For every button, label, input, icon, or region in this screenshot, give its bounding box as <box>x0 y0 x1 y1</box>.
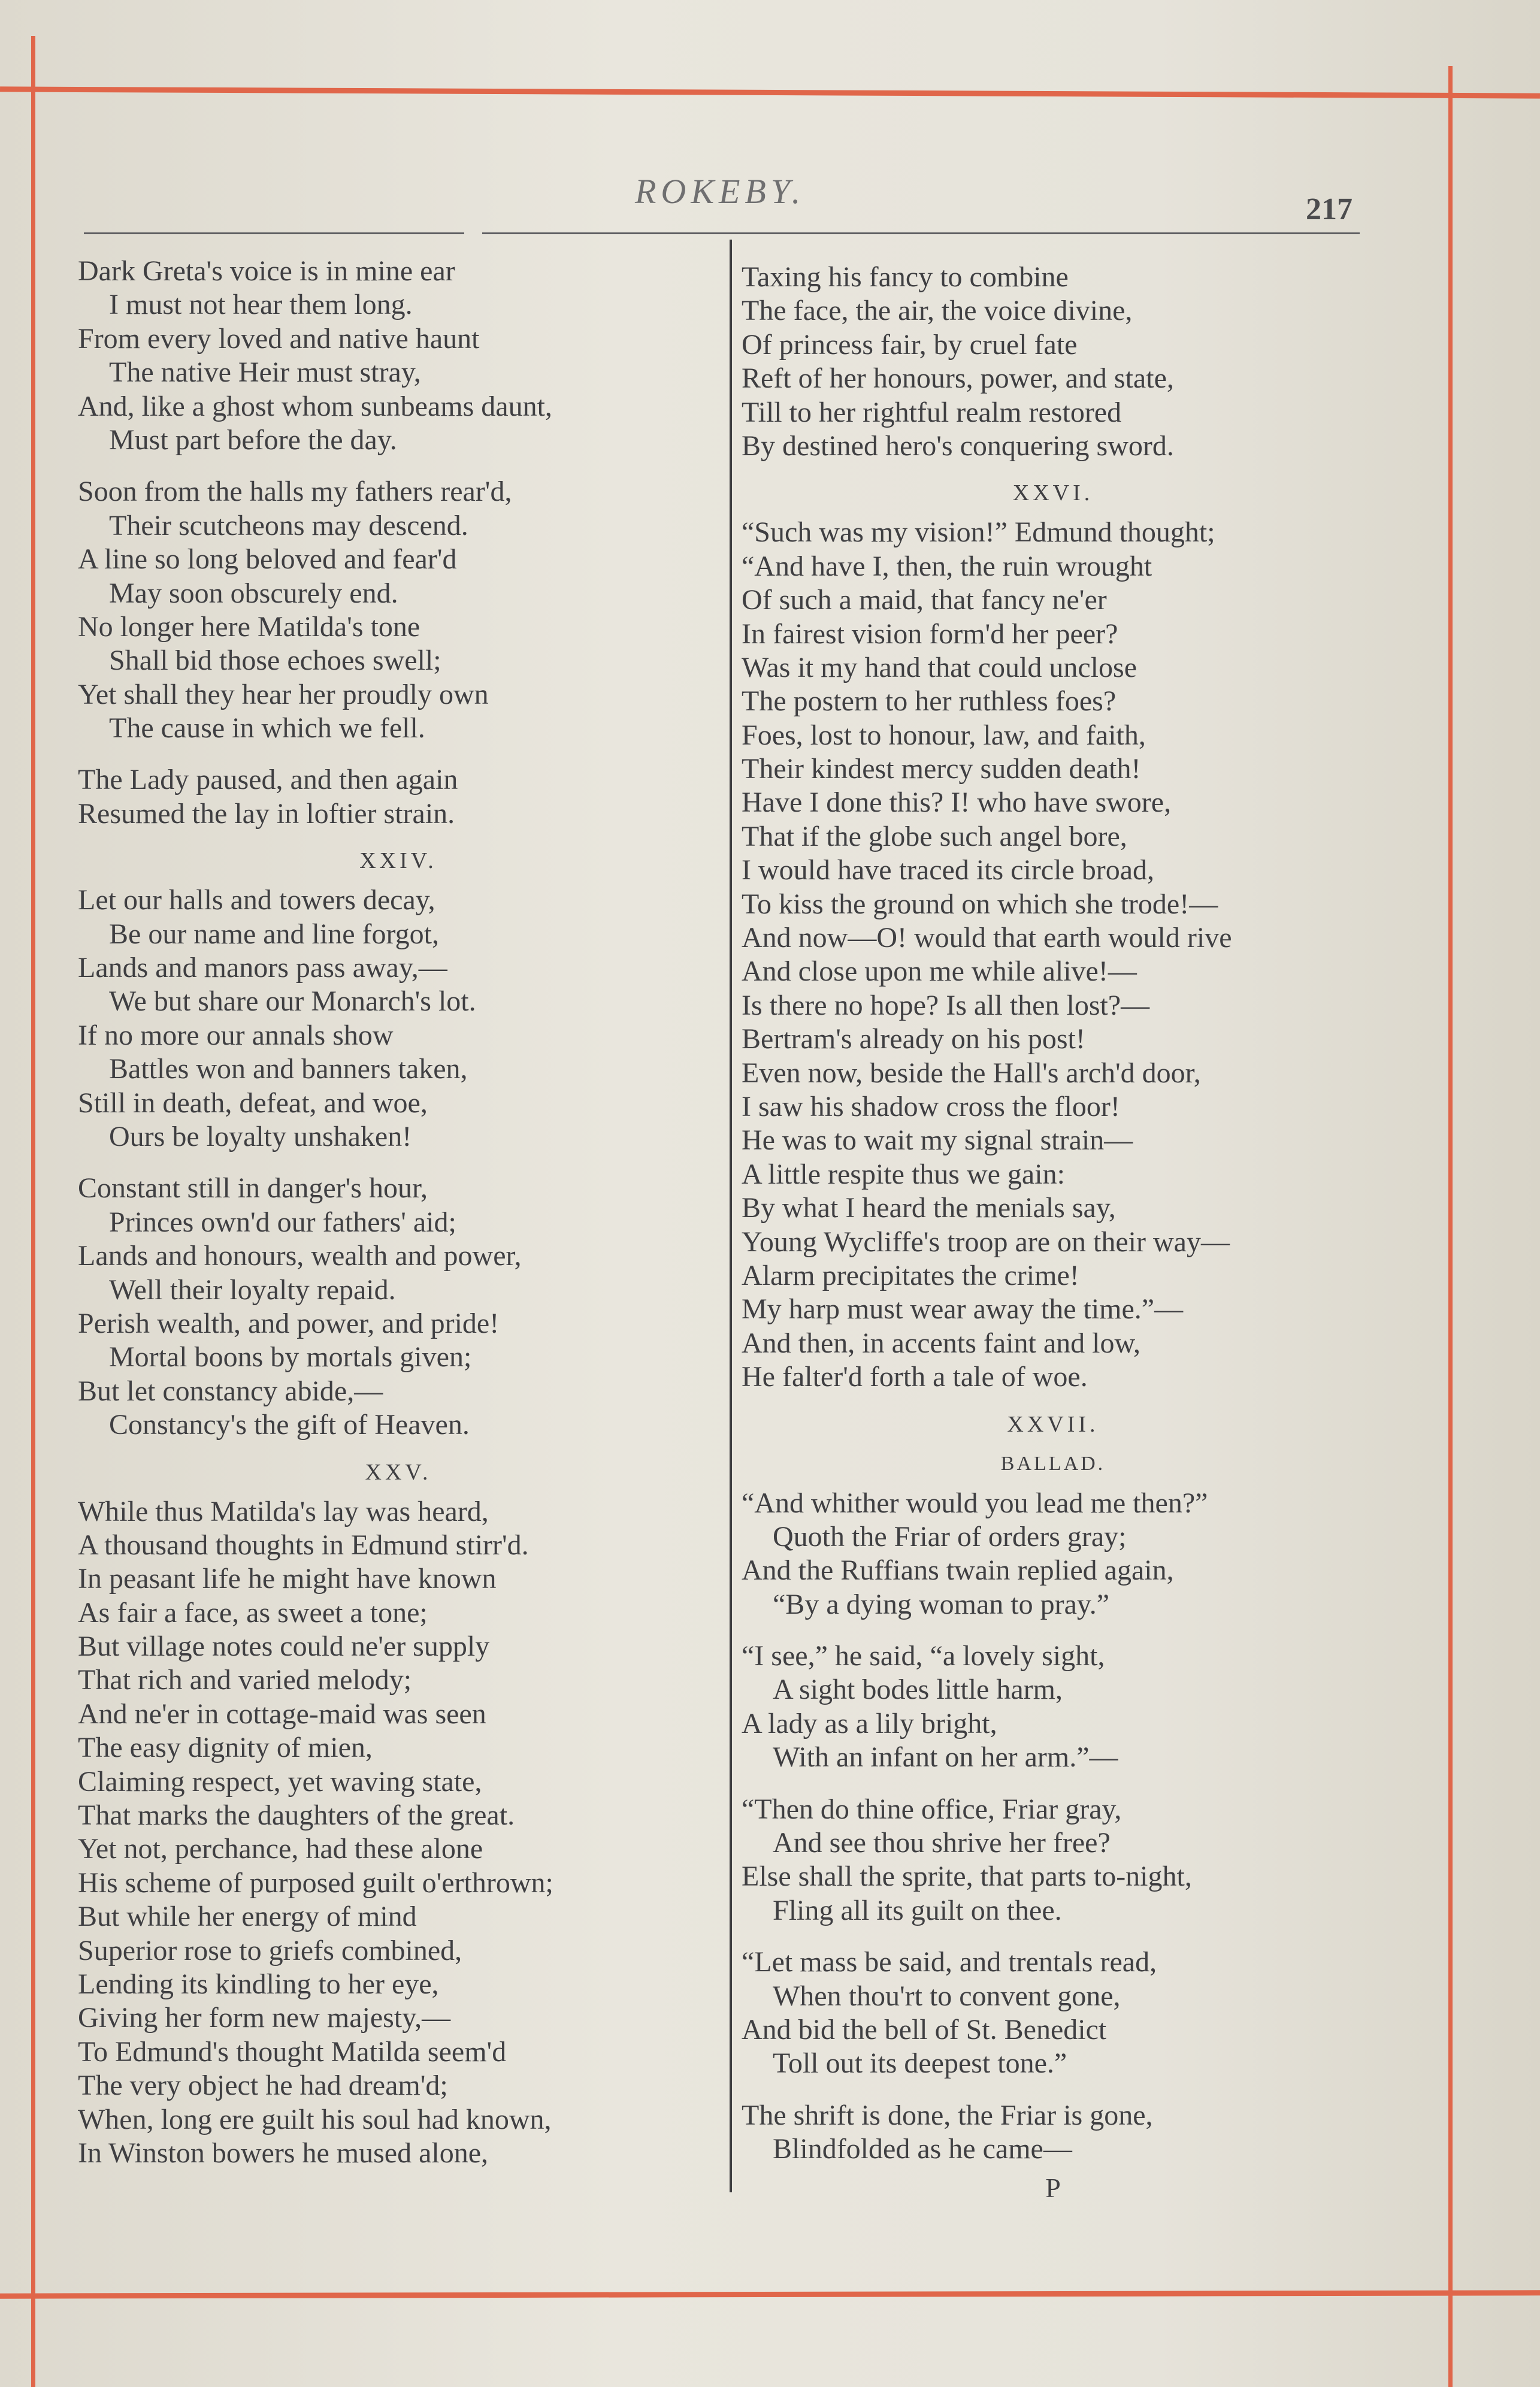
verse-line: Reft of her honours, power, and state, <box>742 362 1174 395</box>
stanza <box>742 261 1364 463</box>
verse-line: His scheme of purposed guilt o'erthrown; <box>78 1866 553 1899</box>
verse-line: “Then do thine office, Friar gray, <box>742 1793 1122 1825</box>
verse-line: I must not hear them long. <box>109 289 413 321</box>
verse-line: And then, in accents faint and low, <box>742 1327 1141 1359</box>
verse-line: A thousand thoughts in Edmund stirr'd. <box>78 1529 529 1561</box>
verse-line: In fairest vision form'd her peer? <box>742 618 1118 650</box>
verse-line: “I see,” he said, “a lovely sight, <box>742 1640 1105 1672</box>
verse-line: Foes, lost to honour, law, and faith, <box>742 719 1146 751</box>
verse-line: And bid the bell of St. Benedict <box>742 2013 1107 2046</box>
verse-line: In peasant life he might have known <box>78 1563 497 1595</box>
page-number: 217 <box>1306 192 1353 226</box>
left-column <box>78 255 719 2170</box>
stanza-gap <box>742 2081 1364 2099</box>
verse-line: That if the globe such angel bore, <box>742 820 1127 852</box>
verse-line: To kiss the ground on which she trode!— <box>742 888 1218 920</box>
section-numeral: XXVII. <box>1007 1411 1099 1437</box>
verse-line: Have I done this? I! who have swore, <box>742 786 1172 819</box>
verse-line: Is there no hope? Is all then lost?— <box>742 989 1150 1021</box>
verse-line: Constancy's the gift of Heaven. <box>109 1409 470 1441</box>
verse-line: “Such was my vision!” Edmund thought; <box>742 516 1215 549</box>
verse-line: Fling all its guilt on thee. <box>773 1894 1062 1926</box>
border-bottom-rule <box>0 2290 1540 2298</box>
verse-line: Giving her form new majesty,— <box>78 2002 451 2034</box>
stanza <box>742 1793 1364 1928</box>
verse-line: Even now, beside the Hall's arch'd door, <box>742 1057 1201 1089</box>
stanza <box>78 475 719 745</box>
verse-line: We but share our Monarch's lot. <box>109 985 476 1018</box>
right-column <box>742 261 1364 2205</box>
verse-line: And now—O! would that earth would rive <box>742 922 1232 954</box>
verse-line: But while her energy of mind <box>78 1901 417 1933</box>
stanza-gap <box>742 1775 1364 1793</box>
verse-line: Ours be loyalty unshaken! <box>109 1120 412 1152</box>
verse-line: With an infant on her arm.”— <box>773 1741 1118 1774</box>
verse-line: Princes own'd our fathers' aid; <box>109 1206 456 1238</box>
verse-line: Battles won and banners taken, <box>109 1053 468 1085</box>
verse-line: Claiming respect, yet waving state, <box>78 1765 482 1798</box>
ballad-subheading: BALLAD. <box>1000 1452 1106 1475</box>
stanza <box>742 1639 1364 1775</box>
verse-line: Lands and manors pass away,— <box>78 952 447 984</box>
verse-line: To Edmund's thought Matilda seem'd <box>78 2035 507 2068</box>
stanza <box>78 1495 719 2171</box>
verse-line: Lands and honours, wealth and power, <box>78 1240 522 1272</box>
verse-line: From every loved and native haunt <box>78 322 480 355</box>
verse-line: Dark Greta's voice is in mine ear <box>78 255 455 287</box>
verse-line: The face, the air, the voice divine, <box>742 295 1133 327</box>
verse-line: No longer here Matilda's tone <box>78 610 420 643</box>
verse-line: When, long ere guilt his soul had known, <box>78 2103 552 2135</box>
verse-line: Yet shall they hear her proudly own <box>78 678 489 710</box>
stanza <box>742 516 1364 1394</box>
verse-line: And the Ruffians twain replied again, <box>742 1554 1174 1587</box>
running-title: ROKEBY. <box>635 172 806 211</box>
verse-line: He was to wait my signal strain— <box>742 1124 1133 1157</box>
verse-line: A line so long beloved and fear'd <box>78 543 457 576</box>
verse-line: A sight bodes little harm, <box>773 1674 1063 1706</box>
verse-line: The shrift is done, the Friar is gone, <box>742 2099 1153 2131</box>
stanza <box>742 1946 1364 2081</box>
verse-line: But village notes could ne'er supply <box>78 1630 490 1663</box>
header-rule-right <box>482 232 1360 234</box>
verse-line: I would have traced its circle broad, <box>742 854 1155 887</box>
verse-line: Perish wealth, and power, and pride! <box>78 1307 500 1339</box>
verse-line: Else shall the sprite, that parts to-night, <box>742 1860 1192 1893</box>
verse-line: The Lady paused, and then again <box>78 764 458 796</box>
border-top-rule <box>0 86 1540 98</box>
stanza <box>742 1487 1364 1622</box>
signature-mark: P <box>1045 2172 1061 2203</box>
verse-line: When thou'rt to convent gone, <box>773 1980 1121 2012</box>
verse-line: Toll out its deepest tone.” <box>773 2047 1067 2080</box>
verse-line: A little respite thus we gain: <box>742 1158 1065 1190</box>
verse-line: I saw his shadow cross the floor! <box>742 1090 1120 1123</box>
verse-line: Still in death, defeat, and woe, <box>78 1087 428 1119</box>
verse-line: But let constancy abide,— <box>78 1375 383 1407</box>
stanza-gap <box>78 745 719 763</box>
verse-line: May soon obscurely end. <box>109 577 398 609</box>
verse-line: And, like a ghost whom sunbeams daunt, <box>78 390 552 422</box>
verse-line: That rich and varied melody; <box>78 1664 412 1696</box>
verse-line: The postern to her ruthless foes? <box>742 685 1117 718</box>
verse-line: A lady as a lily bright, <box>742 1707 997 1739</box>
stanza <box>78 884 719 1154</box>
verse-line: In Winston bowers he mused alone, <box>78 2137 489 2169</box>
verse-line: Alarm precipitates the crime! <box>742 1259 1079 1291</box>
verse-line: Of such a maid, that fancy ne'er <box>742 584 1107 616</box>
verse-line: Mortal boons by mortals given; <box>109 1341 472 1373</box>
stanza-gap <box>78 1154 719 1172</box>
verse-line: Taxing his fancy to combine <box>742 261 1069 293</box>
verse-line: And close upon me while alive!— <box>742 955 1137 988</box>
verse-line: Young Wycliffe's troop are on their way— <box>742 1226 1230 1258</box>
column-divider <box>730 240 732 2192</box>
verse-line: Soon from the halls my fathers rear'd, <box>78 476 512 508</box>
verse-line: Well their loyalty repaid. <box>109 1273 396 1306</box>
stanza <box>78 1172 719 1442</box>
verse-line: While thus Matilda's lay was heard, <box>78 1495 489 1527</box>
verse-line: “By a dying woman to pray.” <box>773 1588 1110 1620</box>
stanza <box>742 2099 1364 2167</box>
verse-line: Bertram's already on his post! <box>742 1023 1085 1055</box>
stanza <box>78 255 719 457</box>
header-rule-left <box>84 232 464 234</box>
verse-line: Superior rose to griefs combined, <box>78 1934 462 1967</box>
verse-line: Let our halls and towers decay, <box>78 884 435 916</box>
verse-line: Their kindest mercy sudden death! <box>742 753 1141 785</box>
verse-line: “And have I, then, the ruin wrought <box>742 550 1152 582</box>
verse-line: Lending its kindling to her eye, <box>78 1968 439 2000</box>
stanza-gap <box>78 457 719 475</box>
stanza-gap <box>742 1621 1364 1639</box>
verse-line: Must part before the day. <box>109 423 397 456</box>
verse-line: Be our name and line forgot, <box>109 918 439 950</box>
verse-line: The very object he had dream'd; <box>78 2070 448 2102</box>
verse-line: Shall bid those echoes swell; <box>109 645 441 677</box>
verse-line: And ne'er in cottage-maid was seen <box>78 1698 486 1730</box>
verse-line: Quoth the Friar of orders gray; <box>773 1520 1127 1553</box>
verse-line: And see thou shrive her free? <box>773 1827 1111 1859</box>
section-numeral: XXIV. <box>359 848 437 874</box>
verse-line: “Let mass be said, and trentals read, <box>742 1946 1157 1978</box>
section-numeral: XXVI. <box>1012 480 1094 506</box>
border-right-rule <box>1448 66 1453 2387</box>
stanza <box>78 763 719 831</box>
verse-line: By destined hero's conquering sword. <box>742 429 1174 462</box>
stanza-gap <box>742 1928 1364 1946</box>
verse-line: Constant still in danger's hour, <box>78 1172 428 1205</box>
verse-line: As fair a face, as sweet a tone; <box>78 1596 428 1629</box>
verse-line: “And whither would you lead me then?” <box>742 1487 1208 1519</box>
section-numeral: XXV. <box>365 1459 432 1485</box>
verse-line: Resumed the lay in loftier strain. <box>78 797 455 830</box>
verse-line: Of princess fair, by cruel fate <box>742 328 1078 361</box>
verse-line: That marks the daughters of the great. <box>78 1799 515 1832</box>
verse-line: The native Heir must stray, <box>109 356 421 389</box>
border-left-rule <box>31 36 35 2387</box>
verse-line: Was it my hand that could unclose <box>742 651 1137 683</box>
verse-line: Till to her rightful realm restored <box>742 396 1122 428</box>
verse-line: The easy dignity of mien, <box>78 1732 373 1764</box>
verse-line: Their scutcheons may descend. <box>109 509 468 541</box>
verse-line: Blindfolded as he came— <box>773 2133 1072 2165</box>
verse-line: By what I heard the menials say, <box>742 1192 1116 1224</box>
verse-line: My harp must wear away the time.”— <box>742 1293 1184 1326</box>
verse-line: The cause in which we fell. <box>109 712 425 745</box>
verse-line: Yet not, perchance, had these alone <box>78 1833 483 1865</box>
verse-line: He falter'd forth a tale of woe. <box>742 1361 1088 1393</box>
verse-line: If no more our annals show <box>78 1019 394 1051</box>
